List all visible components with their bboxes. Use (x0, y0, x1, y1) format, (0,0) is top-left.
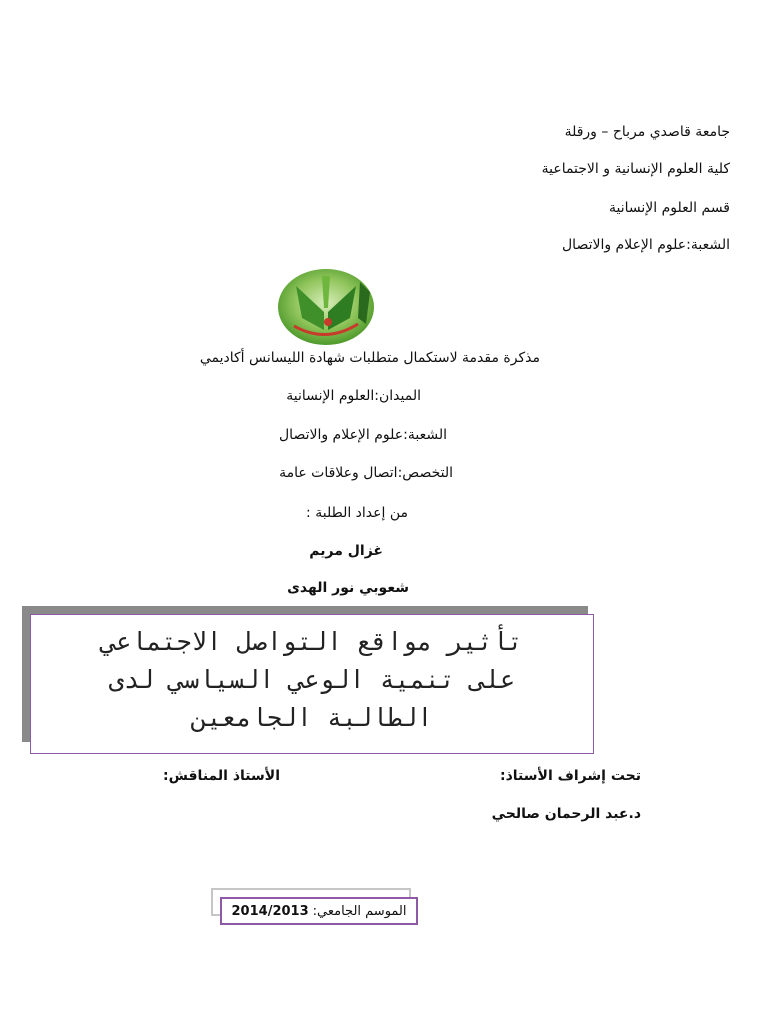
title-line: تأثير مواقع التواصل الاجتماعي (101, 627, 523, 656)
title-box (30, 614, 594, 754)
examiner-label: الأستاذ المناقش: (163, 768, 280, 784)
university-name: جامعة قاصدي مرباح – ورقلة (564, 124, 730, 140)
title-line: الطالبة الجامعين (191, 703, 433, 732)
faculty-name: كلية العلوم الإنسانية و الاجتماعية (541, 161, 730, 177)
title-line: على تنمية الوعي السياسي لدى (108, 665, 516, 694)
field-line: الميدان:العلوم الإنسانية (286, 388, 421, 404)
branch-line: الشعبة:علوم الإعلام والاتصال (279, 427, 447, 443)
specialty-line: التخصص:اتصال وعلاقات عامة (279, 465, 453, 481)
memo-purpose: مذكرة مقدمة لاستكمال متطلبات شهادة الليسانس أكاديمي (199, 350, 540, 366)
season-label: الموسم الجامعي: (312, 903, 407, 919)
academic-season (220, 897, 418, 925)
university-logo-icon (276, 268, 376, 346)
prepared-by-label: من إعداد الطلبة : (306, 505, 408, 521)
student-name: غزال مريم (309, 543, 383, 559)
student-name: شعوبي نور الهدى (287, 580, 409, 596)
department-name: قسم العلوم الإنسانية (609, 200, 730, 216)
season-year: 2014/2013 (231, 903, 309, 919)
supervisor-label: تحت إشراف الأستاذ: (500, 768, 641, 784)
branch-header: الشعبة:علوم الإعلام والاتصال (562, 237, 730, 253)
supervisor-name: د.عبد الرحمان صالحي (491, 806, 641, 822)
